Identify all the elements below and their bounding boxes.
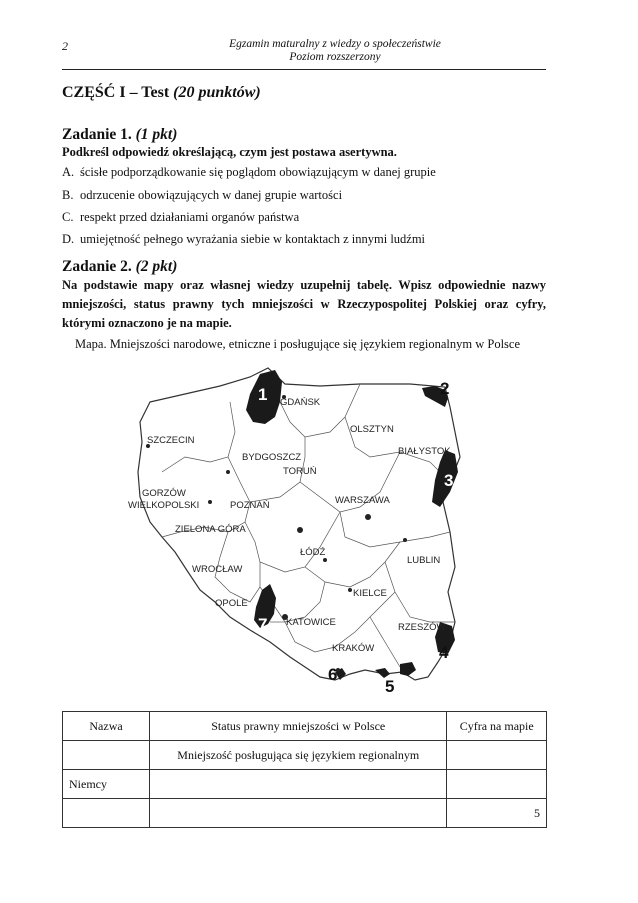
city-label: OPOLE: [215, 598, 248, 609]
task1-title: [62, 126, 177, 144]
table-cell-status: Mniejszość posługująca się językiem regionalnym: [150, 741, 447, 770]
answer-cell-name[interactable]: [63, 741, 150, 770]
city-label: KRAKÓW: [332, 643, 375, 654]
table-header-row: [63, 712, 547, 741]
city-label: KATOWICE: [286, 617, 336, 628]
region-number: 2: [440, 379, 450, 398]
exam-level: Poziom rozszerzony: [289, 51, 381, 63]
map-caption: Mapa. Mniejszości narodowe, etniczne i posługujące się językiem regionalnym w Polsce: [75, 337, 521, 351]
option-text: umiejętność pełnego wyrażania siebie w kontaktach z innymi ludźmi: [80, 232, 426, 246]
task1-instruction: Podkreśl odpowiedź określającą, czym jest postawa asertywna.: [62, 145, 397, 159]
part-title: [62, 84, 261, 102]
region-number: 1: [258, 385, 268, 404]
task2-instruction: Na podstawie mapy oraz własnej wiedzy uzupełnij tabelę. Wpisz odpowiednie nazwy mniejszości, status prawny tych mniejszości w Rzeczypospolitej Polskiej oraz cyfry, którymi oznaczono je na mapie.: [62, 278, 546, 330]
city-label: KIELCE: [353, 588, 387, 599]
city-label: TORUŃ: [283, 466, 317, 477]
part-title-text: CZĘŚĆ I – Test: [62, 84, 170, 101]
city-label: WROCŁAW: [192, 564, 243, 575]
task1-option-c[interactable]: [62, 210, 299, 225]
task1-option-d[interactable]: [62, 232, 425, 247]
table-row: [63, 799, 547, 828]
page-number: 2: [62, 39, 68, 53]
city-label: LUBLIN: [407, 555, 441, 566]
region-number: 3: [444, 471, 454, 490]
exam-title: Egzamin maturalny z wiedzy o społeczeństwie: [229, 38, 441, 50]
city-label: GDAŃSK: [280, 397, 321, 408]
answer-cell-number[interactable]: [447, 770, 547, 799]
answer-cell-status[interactable]: [150, 770, 447, 799]
header-rule: [62, 69, 546, 70]
answer-cell-status[interactable]: [150, 799, 447, 828]
option-letter: A.: [62, 165, 75, 179]
city-label: WIELKOPOLSKI: [128, 500, 200, 511]
part-points: (20 punktów): [173, 84, 261, 101]
city-label: POZNAŃ: [230, 500, 270, 511]
answer-cell-name[interactable]: [63, 799, 150, 828]
table-cell-number: 5: [447, 799, 547, 828]
region-number: 5: [385, 677, 395, 696]
task2-title: [62, 258, 177, 276]
answer-cell-number[interactable]: [447, 741, 547, 770]
table-header: Cyfra na mapie: [447, 712, 547, 741]
minorities-map: [110, 362, 470, 702]
city-label: WARSZAWA: [335, 495, 390, 506]
option-letter: B.: [62, 188, 74, 202]
option-text: odrzucenie obowiązujących w danej grupie wartości: [80, 188, 343, 202]
table-row: [63, 770, 547, 799]
option-letter: D.: [62, 232, 75, 246]
city-label: ZIELONA GÓRA: [175, 524, 246, 535]
task2-points: (2 pkt): [135, 258, 178, 275]
option-text: ścisłe podporządkowanie się poglądom obowiązującym w danej grupie: [80, 165, 436, 179]
city-label: RZESZÓW: [398, 622, 446, 633]
city-label: BYDGOSZCZ: [242, 452, 302, 463]
city-label: SZCZECIN: [147, 435, 195, 446]
city-label: BIAŁYSTOK: [398, 446, 451, 457]
task1-title-text: Zadanie 1.: [62, 126, 132, 143]
option-letter: C.: [62, 210, 74, 224]
region-number: 6: [328, 665, 338, 684]
table-header: Nazwa: [63, 712, 150, 741]
region-number: 7: [258, 615, 268, 634]
city-label: GORZÓW: [142, 488, 186, 499]
task1-option-a[interactable]: [62, 165, 436, 180]
task1-option-b[interactable]: [62, 188, 342, 203]
task1-points: (1 pkt): [135, 126, 178, 143]
region-5: [375, 662, 416, 678]
region-number: 4: [439, 643, 449, 662]
task2-title-text: Zadanie 2.: [62, 258, 132, 275]
option-text: respekt przed działaniami organów państwa: [80, 210, 300, 224]
table-header: Status prawny mniejszości w Polsce: [150, 712, 447, 741]
table-cell-name: Niemcy: [63, 770, 150, 799]
minorities-table: [62, 711, 547, 828]
city-label: OLSZTYN: [350, 424, 394, 435]
city-label: ŁÓDŹ: [300, 547, 326, 558]
table-row: [63, 741, 547, 770]
